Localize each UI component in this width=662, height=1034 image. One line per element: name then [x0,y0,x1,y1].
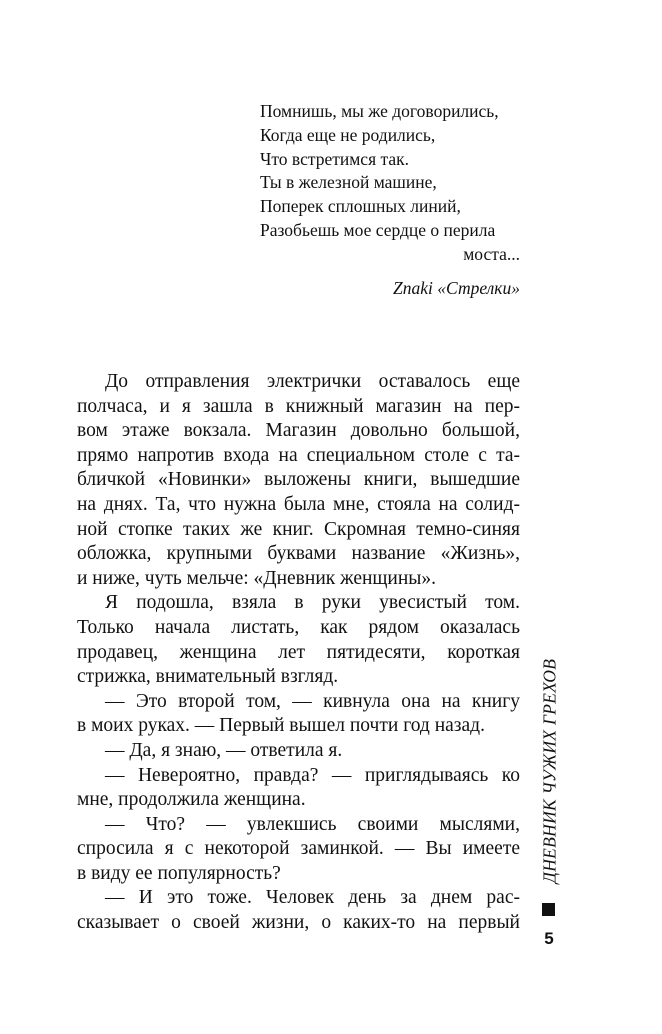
epigraph-line: Помнишь, мы же договорились, [260,101,499,121]
epigraph [260,100,520,300]
body-line: Я подошла, взяла в руки увесистый том. [105,592,520,614]
body-line: До отправления электрички оставалось еще [105,371,520,392]
body-line: полчаса, и я зашла в книжный магазин на пер- [77,395,520,417]
body-line: стрижка, внимательный взгляд. [77,666,339,688]
page-number: 5 [544,929,554,948]
body-line: сказывает о своей жизни, о каких-то на первый [77,912,520,934]
body-line: на днях. Та, что нужна была мне, стояла на солид- [77,493,520,515]
body-line: бличкой «Новинки» выложены книги, вышедшие [77,469,520,491]
body-line: — Да, я знаю, — ответила я. [105,739,343,761]
body-line: и ниже, чуть мельче: «Дневник женщины». [77,567,437,589]
epigraph-line: моста... [463,243,520,264]
body-line: мне, продолжила женщина. [77,789,306,811]
epigraph-line: Поперек сплошных линий, [260,196,461,217]
epigraph-line: Ты в железной машине, [260,172,437,193]
body-line: в виду ее популярность? [77,862,281,884]
body-line: спросила я с некоторой заминкой. — Вы имеете [77,838,520,860]
epigraph-line: Когда еще не родились, [260,124,436,145]
body-line: вом этаже вокзала. Магазин довольно большой, [77,420,520,442]
body-line: — Невероятно, правда? — приглядываясь ко [105,764,520,786]
body-line: — Это второй том, — кивнула она на книгу [105,690,520,712]
body-text [77,370,520,936]
body-line: Только начала листать, как рядом оказалась [77,616,520,638]
body-line: прямо напротив входа на специальном столе с та- [77,444,520,466]
epigraph-line: Разобьешь мое сердце о перила [260,219,496,240]
square-marker-icon [542,903,555,916]
running-head-text: ДНЕВНИК ЧУЖИХ ГРЕХОВ [539,658,560,884]
epigraph-source: Znaki «Стрелки» [393,277,520,298]
body-line: продавец, женщина лет пятидесяти, короткая [77,641,520,663]
body-line: — Что? — увлекшись своими мыслями, [105,813,520,835]
epigraph-line: Что встретимся так. [260,148,410,169]
body-line: обложка, крупными буквами название «Жизнь», [77,543,520,565]
body-line: в моих руках. — Первый вышел почти год назад. [77,715,485,737]
body-line: — И это тоже. Человек день за днем рас- [105,887,520,909]
running-head [536,656,564,886]
body-line: ной стопке таких же книг. Скромная темно-синяя [77,518,520,540]
